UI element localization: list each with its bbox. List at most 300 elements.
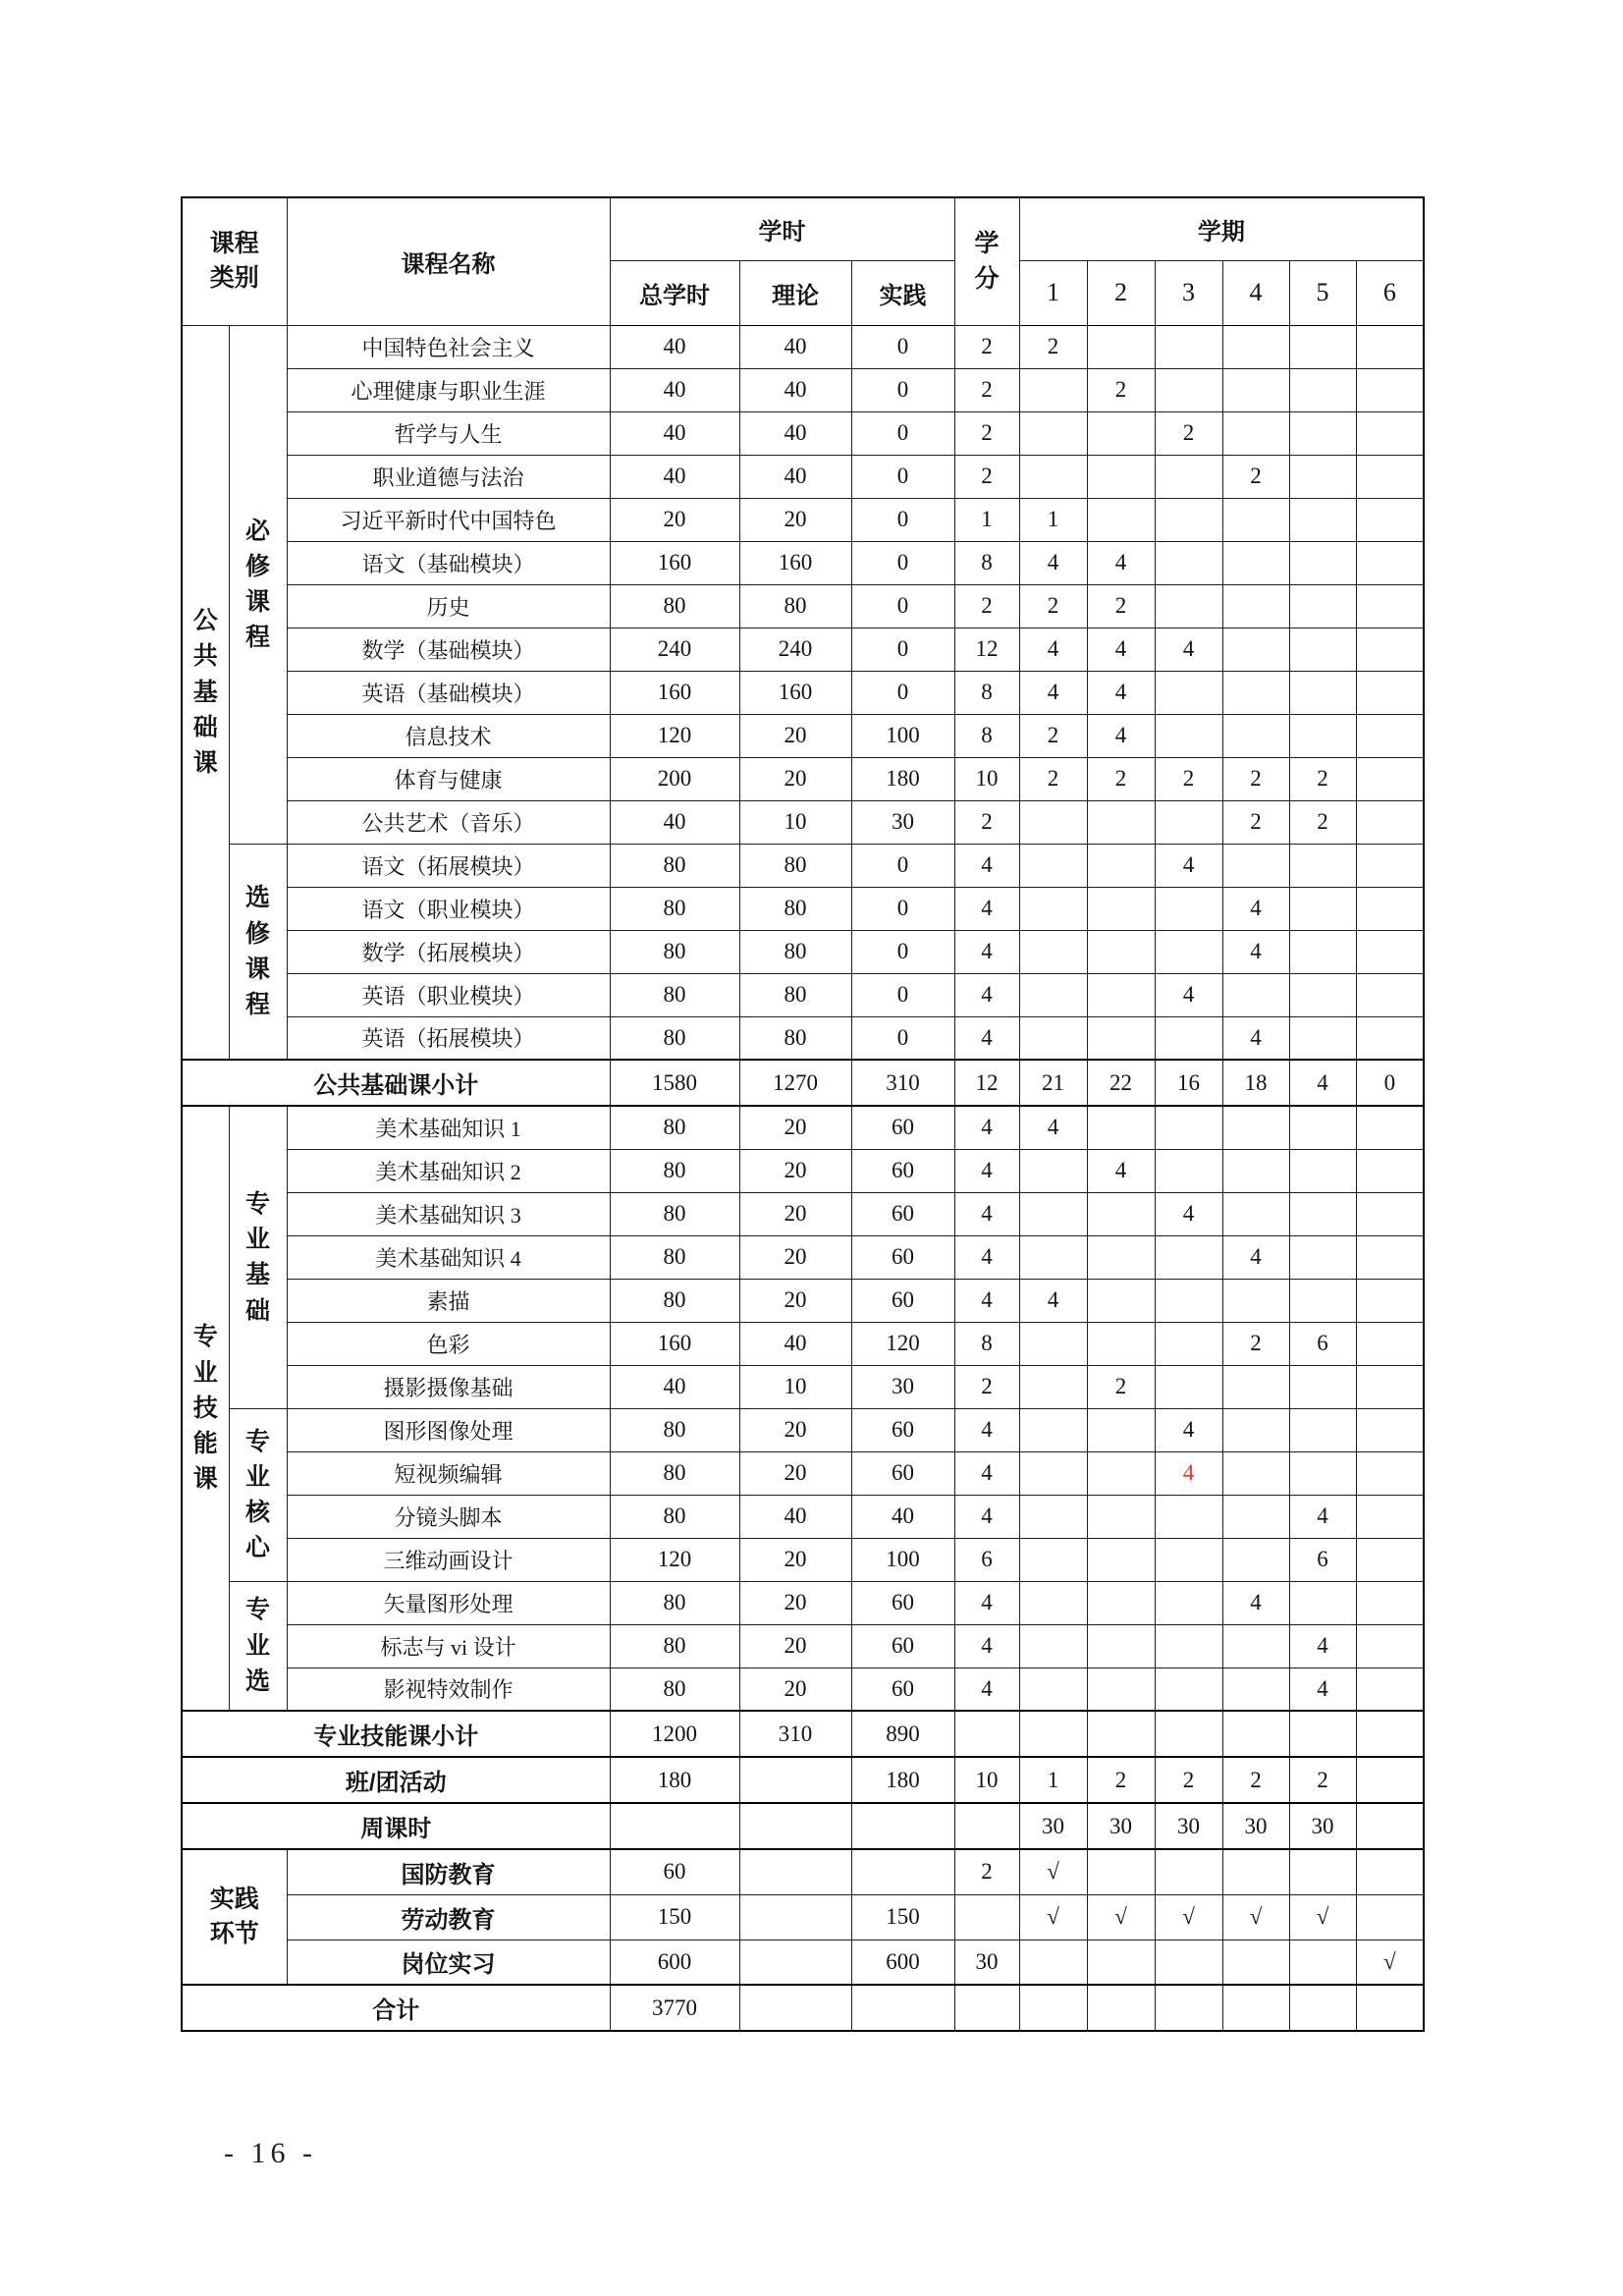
value-cell: 40 (851, 1495, 954, 1538)
value-cell: 0 (851, 368, 954, 411)
value-cell: 4 (1019, 671, 1087, 714)
value-cell: 0 (851, 973, 954, 1016)
header-credits: 学 分 (954, 197, 1019, 325)
value-cell: 20 (739, 498, 851, 541)
value-cell: 4 (954, 1408, 1019, 1451)
value-cell (1155, 325, 1222, 368)
value-cell: 60 (851, 1624, 954, 1667)
value-cell: 4 (954, 1279, 1019, 1322)
course-name-cell: 语文（职业模块） (287, 887, 610, 930)
value-cell (1356, 1322, 1424, 1365)
value-cell: 0 (851, 628, 954, 671)
value-cell (1356, 757, 1424, 800)
value-cell (1356, 844, 1424, 887)
value-cell: 20 (739, 1106, 851, 1149)
value-cell: 1 (1019, 1757, 1087, 1803)
value-cell (1155, 1322, 1222, 1365)
value-cell: 4 (954, 1016, 1019, 1060)
value-cell: 2 (1087, 1365, 1155, 1408)
highlighted-credit-cell: 4 (1155, 1451, 1222, 1495)
value-cell: 4 (954, 1106, 1019, 1149)
value-cell (1222, 368, 1289, 411)
value-cell: 60 (851, 1451, 954, 1495)
course-name-cell: 信息技术 (287, 714, 610, 757)
course-name-cell: 矢量图形处理 (287, 1581, 610, 1624)
value-cell: 2 (1222, 757, 1289, 800)
value-cell: 30 (1289, 1803, 1356, 1849)
value-cell: 40 (610, 455, 739, 498)
value-cell: 60 (610, 1849, 739, 1894)
value-cell: √ (1155, 1894, 1222, 1940)
value-cell: √ (1222, 1894, 1289, 1940)
value-cell: 0 (851, 411, 954, 455)
value-cell (1289, 1581, 1356, 1624)
value-cell: 30 (1222, 1803, 1289, 1849)
value-cell: 4 (1155, 844, 1222, 887)
value-cell: 2 (1222, 800, 1289, 844)
course-name-cell: 历史 (287, 584, 610, 628)
value-cell (1155, 1667, 1222, 1711)
value-cell: 1580 (610, 1060, 739, 1106)
header-theory: 理论 (739, 260, 851, 325)
value-cell (1356, 714, 1424, 757)
value-cell (1356, 1016, 1424, 1060)
table-row (182, 714, 1424, 757)
value-cell (1087, 1235, 1155, 1279)
value-cell: 2 (1087, 757, 1155, 800)
value-cell (1222, 1624, 1289, 1667)
value-cell: √ (1019, 1894, 1087, 1940)
value-cell (851, 1849, 954, 1894)
table-row (182, 1940, 1424, 1985)
value-cell (1356, 1711, 1424, 1757)
value-cell: 4 (1087, 628, 1155, 671)
value-cell (1019, 1624, 1087, 1667)
value-cell (1019, 800, 1087, 844)
value-cell (1289, 368, 1356, 411)
value-cell: 2 (954, 368, 1019, 411)
value-cell: 2 (1019, 325, 1087, 368)
value-cell: 60 (851, 1408, 954, 1451)
value-cell: 4 (1019, 1279, 1087, 1322)
value-cell (1087, 455, 1155, 498)
value-cell (1019, 1451, 1087, 1495)
table-row (182, 1581, 1424, 1624)
value-cell: 4 (1289, 1624, 1356, 1667)
value-cell: 80 (610, 1235, 739, 1279)
value-cell: √ (1289, 1894, 1356, 1940)
value-cell: 10 (739, 800, 851, 844)
value-cell (1087, 973, 1155, 1016)
value-cell: 2 (1155, 757, 1222, 800)
table-row (182, 1711, 1424, 1757)
table-row (182, 1060, 1424, 1106)
course-name-cell: 数学（基础模块） (287, 628, 610, 671)
value-cell (1289, 1408, 1356, 1451)
value-cell: 180 (851, 1757, 954, 1803)
value-cell: 80 (610, 1016, 739, 1060)
value-cell (1155, 930, 1222, 973)
course-name-cell: 中国特色社会主义 (287, 325, 610, 368)
value-cell: 4 (954, 844, 1019, 887)
value-cell: 80 (610, 844, 739, 887)
value-cell: 240 (610, 628, 739, 671)
value-cell (1289, 325, 1356, 368)
value-cell: 890 (851, 1711, 954, 1757)
value-cell (1289, 930, 1356, 973)
subcategory-professional-basic: 专 业 基 础 (229, 1106, 287, 1408)
value-cell (1019, 1538, 1087, 1581)
value-cell: 40 (610, 800, 739, 844)
value-cell: 40 (610, 1365, 739, 1408)
value-cell (1222, 1849, 1289, 1894)
value-cell: 10 (739, 1365, 851, 1408)
value-cell (1289, 584, 1356, 628)
value-cell: 0 (851, 455, 954, 498)
row-class-activities: 班/团活动 (182, 1757, 610, 1803)
value-cell: 2 (954, 584, 1019, 628)
value-cell (1289, 671, 1356, 714)
table-row (182, 455, 1424, 498)
value-cell (1222, 1149, 1289, 1192)
value-cell (1289, 1365, 1356, 1408)
value-cell: 40 (610, 325, 739, 368)
value-cell (1289, 1940, 1356, 1985)
value-cell (1289, 714, 1356, 757)
value-cell (1289, 411, 1356, 455)
value-cell: 80 (610, 1581, 739, 1624)
value-cell (1087, 411, 1155, 455)
value-cell (739, 1985, 851, 2031)
value-cell (954, 1894, 1019, 1940)
course-name-cell: 职业道德与法治 (287, 455, 610, 498)
value-cell: 12 (954, 1060, 1019, 1106)
header-course-name: 课程名称 (287, 197, 610, 325)
value-cell: 80 (610, 1192, 739, 1235)
value-cell (1155, 455, 1222, 498)
value-cell (1356, 1803, 1424, 1849)
page-number: - 16 - (224, 2137, 317, 2169)
table-row (182, 411, 1424, 455)
value-cell: 160 (739, 541, 851, 584)
course-name-cell: 影视特效制作 (287, 1667, 610, 1711)
value-cell: 4 (1155, 1192, 1222, 1235)
value-cell: 600 (610, 1940, 739, 1985)
value-cell: 20 (739, 1667, 851, 1711)
value-cell (1087, 325, 1155, 368)
value-cell (1019, 1940, 1087, 1985)
header-semester-6: 6 (1356, 260, 1424, 325)
value-cell (1019, 411, 1087, 455)
value-cell (1019, 1192, 1087, 1235)
course-name-cell: 英语（拓展模块） (287, 1016, 610, 1060)
header-semester-3: 3 (1155, 260, 1222, 325)
value-cell: 60 (851, 1106, 954, 1149)
value-cell: 4 (1155, 628, 1222, 671)
value-cell (1019, 1985, 1087, 2031)
value-cell: 60 (851, 1235, 954, 1279)
value-cell (1155, 887, 1222, 930)
value-cell (1222, 714, 1289, 757)
value-cell (1087, 800, 1155, 844)
value-cell: 2 (1087, 368, 1155, 411)
value-cell: 2 (1289, 1757, 1356, 1803)
value-cell: 1270 (739, 1060, 851, 1106)
value-cell: 22 (1087, 1060, 1155, 1106)
value-cell: 10 (954, 1757, 1019, 1803)
value-cell: 180 (851, 757, 954, 800)
value-cell (610, 1803, 739, 1849)
value-cell: 200 (610, 757, 739, 800)
value-cell (1087, 1192, 1155, 1235)
value-cell (1222, 1940, 1289, 1985)
table-row (182, 1149, 1424, 1192)
value-cell (851, 1803, 954, 1849)
table-row (182, 1624, 1424, 1667)
value-cell: 100 (851, 1538, 954, 1581)
value-cell: 2 (1087, 1757, 1155, 1803)
value-cell: 4 (954, 1667, 1019, 1711)
value-cell (1356, 930, 1424, 973)
course-name-cell: 标志与 vi 设计 (287, 1624, 610, 1667)
value-cell: 8 (954, 714, 1019, 757)
value-cell (1356, 628, 1424, 671)
value-cell: 120 (851, 1322, 954, 1365)
value-cell: 20 (739, 1538, 851, 1581)
table-row (182, 1106, 1424, 1149)
value-cell (1019, 1711, 1087, 1757)
value-cell (1155, 1235, 1222, 1279)
value-cell (1087, 498, 1155, 541)
table-row (182, 1849, 1424, 1894)
value-cell: 2 (954, 411, 1019, 455)
course-name-cell: 美术基础知识 4 (287, 1235, 610, 1279)
value-cell (1087, 1408, 1155, 1451)
value-cell: 80 (610, 1451, 739, 1495)
value-cell (1289, 973, 1356, 1016)
value-cell (1356, 455, 1424, 498)
course-name-cell: 摄影摄像基础 (287, 1365, 610, 1408)
course-name-cell: 美术基础知识 3 (287, 1192, 610, 1235)
value-cell (1087, 1581, 1155, 1624)
value-cell: 8 (954, 1322, 1019, 1365)
value-cell: 40 (739, 1495, 851, 1538)
value-cell: 0 (851, 584, 954, 628)
value-cell: 40 (739, 325, 851, 368)
value-cell: 80 (610, 1279, 739, 1322)
value-cell: 20 (739, 1408, 851, 1451)
value-cell (1019, 1495, 1087, 1538)
value-cell (1155, 368, 1222, 411)
value-cell (1222, 541, 1289, 584)
value-cell: 80 (610, 973, 739, 1016)
value-cell (1087, 844, 1155, 887)
value-cell: 60 (851, 1279, 954, 1322)
value-cell: 4 (1087, 671, 1155, 714)
header-semester-2: 2 (1087, 260, 1155, 325)
course-name-cell: 哲学与人生 (287, 411, 610, 455)
value-cell (1155, 1624, 1222, 1667)
value-cell (1356, 1365, 1424, 1408)
value-cell (739, 1757, 851, 1803)
value-cell (1155, 541, 1222, 584)
value-cell: 4 (1289, 1667, 1356, 1711)
value-cell (1356, 1894, 1424, 1940)
table-row (182, 541, 1424, 584)
value-cell (1155, 498, 1222, 541)
value-cell (1222, 1365, 1289, 1408)
course-name-cell: 美术基础知识 2 (287, 1149, 610, 1192)
value-cell (1155, 1538, 1222, 1581)
value-cell: 120 (610, 714, 739, 757)
value-cell: 2 (1289, 757, 1356, 800)
value-cell: 80 (610, 930, 739, 973)
value-cell (1289, 1192, 1356, 1235)
value-cell: 80 (739, 1016, 851, 1060)
value-cell (1222, 1495, 1289, 1538)
table-row (182, 1538, 1424, 1581)
value-cell: 8 (954, 671, 1019, 714)
table-row (182, 930, 1424, 973)
value-cell: 150 (610, 1894, 739, 1940)
value-cell (1087, 1016, 1155, 1060)
value-cell: 2 (1087, 584, 1155, 628)
value-cell (1087, 1849, 1155, 1894)
value-cell (1289, 541, 1356, 584)
value-cell (1222, 1667, 1289, 1711)
value-cell: 120 (610, 1538, 739, 1581)
value-cell: 80 (610, 1624, 739, 1667)
value-cell (1356, 1849, 1424, 1894)
value-cell: 2 (1155, 411, 1222, 455)
value-cell: 10 (954, 757, 1019, 800)
value-cell (1289, 1149, 1356, 1192)
value-cell: 1 (954, 498, 1019, 541)
value-cell (1155, 1985, 1222, 2031)
value-cell (1356, 887, 1424, 930)
course-name-cell: 语文（基础模块） (287, 541, 610, 584)
value-cell: 4 (1222, 930, 1289, 973)
header-semester-4: 4 (1222, 260, 1289, 325)
header-category: 课程 类别 (182, 197, 287, 325)
value-cell: 2 (1155, 1757, 1222, 1803)
value-cell (1019, 887, 1087, 930)
value-cell (1289, 1451, 1356, 1495)
value-cell (1289, 498, 1356, 541)
table-row (182, 1235, 1424, 1279)
value-cell: 20 (739, 1192, 851, 1235)
value-cell (1222, 1985, 1289, 2031)
value-cell: 0 (851, 887, 954, 930)
value-cell (954, 1985, 1019, 2031)
value-cell (1356, 1581, 1424, 1624)
value-cell: 4 (1289, 1060, 1356, 1106)
value-cell (1222, 1106, 1289, 1149)
value-cell (1356, 1538, 1424, 1581)
value-cell: 6 (1289, 1322, 1356, 1365)
value-cell (1019, 1408, 1087, 1451)
value-cell: 16 (1155, 1060, 1222, 1106)
value-cell (1019, 930, 1087, 973)
value-cell (1222, 671, 1289, 714)
table-row (182, 973, 1424, 1016)
value-cell: 4 (954, 1495, 1019, 1538)
course-name-cell: 图形图像处理 (287, 1408, 610, 1451)
value-cell (1222, 498, 1289, 541)
value-cell: 0 (1356, 1060, 1424, 1106)
value-cell: 2 (1222, 1757, 1289, 1803)
value-cell: 80 (610, 1495, 739, 1538)
value-cell (1356, 1192, 1424, 1235)
value-cell (1356, 541, 1424, 584)
value-cell: 18 (1222, 1060, 1289, 1106)
value-cell: 0 (851, 1016, 954, 1060)
table-row (182, 1016, 1424, 1060)
value-cell (1356, 368, 1424, 411)
table-row (182, 1667, 1424, 1711)
value-cell (1019, 973, 1087, 1016)
value-cell: 2 (954, 800, 1019, 844)
value-cell: 80 (610, 1667, 739, 1711)
value-cell (1087, 1538, 1155, 1581)
table-row (182, 1894, 1424, 1940)
value-cell: 60 (851, 1192, 954, 1235)
value-cell: √ (1356, 1940, 1424, 1985)
value-cell (1019, 1667, 1087, 1711)
value-cell (1356, 1667, 1424, 1711)
table-row (182, 325, 1424, 368)
row-grand-total: 合计 (182, 1985, 610, 2031)
value-cell: 4 (954, 1581, 1019, 1624)
value-cell: 30 (1087, 1803, 1155, 1849)
value-cell (1087, 1495, 1155, 1538)
table-row (182, 800, 1424, 844)
value-cell (1356, 800, 1424, 844)
header-row (182, 197, 1424, 260)
value-cell: 60 (851, 1581, 954, 1624)
value-cell (1155, 671, 1222, 714)
course-name-cell: 英语（基础模块） (287, 671, 610, 714)
value-cell (1289, 1711, 1356, 1757)
value-cell: 4 (1222, 1581, 1289, 1624)
value-cell: 4 (954, 1624, 1019, 1667)
value-cell (1222, 844, 1289, 887)
value-cell (1155, 584, 1222, 628)
value-cell: 2 (954, 455, 1019, 498)
value-cell: 8 (954, 541, 1019, 584)
value-cell: 4 (954, 1235, 1019, 1279)
value-cell: 4 (1087, 714, 1155, 757)
value-cell: 60 (851, 1149, 954, 1192)
value-cell: 40 (739, 1322, 851, 1365)
subtotal-public-basic: 公共基础课小计 (182, 1060, 610, 1106)
value-cell (1222, 1538, 1289, 1581)
value-cell (851, 1985, 954, 2031)
value-cell (1289, 1279, 1356, 1322)
value-cell: 600 (851, 1940, 954, 1985)
value-cell (1289, 1235, 1356, 1279)
value-cell: 4 (1019, 1106, 1087, 1149)
value-cell: 4 (1087, 1149, 1155, 1192)
value-cell: 60 (851, 1667, 954, 1711)
value-cell (1087, 1624, 1155, 1667)
value-cell (1087, 1711, 1155, 1757)
value-cell: 2 (1019, 757, 1087, 800)
value-cell (1356, 1279, 1424, 1322)
table-body (182, 325, 1424, 2031)
value-cell: 4 (954, 1451, 1019, 1495)
table-row (182, 887, 1424, 930)
